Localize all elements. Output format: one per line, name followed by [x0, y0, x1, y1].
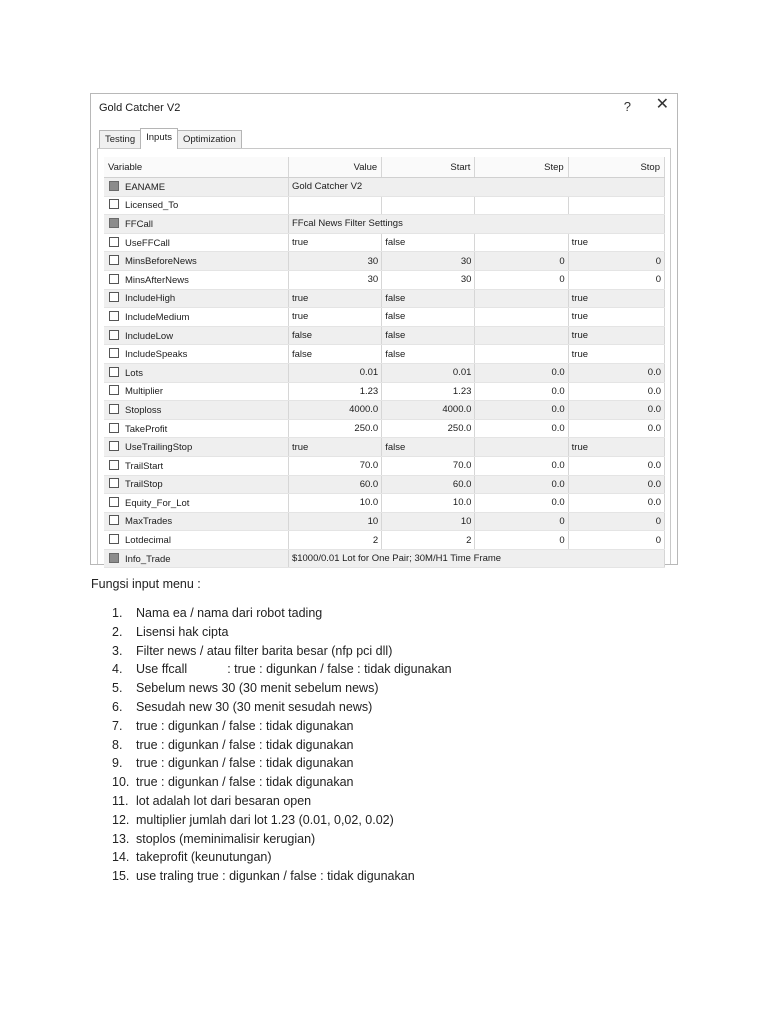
value-cell[interactable]: true — [288, 233, 381, 252]
start-cell[interactable]: 0.01 — [382, 363, 475, 382]
list-item-number: 9. — [112, 756, 123, 771]
table-row[interactable] — [104, 438, 665, 457]
list-item-number: 8. — [112, 737, 123, 752]
table-row[interactable] — [104, 196, 665, 215]
start-cell[interactable]: 1.23 — [382, 382, 475, 401]
start-cell[interactable]: 4000.0 — [382, 401, 475, 420]
table-row[interactable] — [104, 549, 665, 568]
list-item-text: Filter news / atau filter barita besar (nfp pci dll) — [136, 643, 393, 658]
step-cell[interactable]: 0.0 — [475, 475, 568, 494]
step-cell[interactable]: 0.0 — [475, 494, 568, 513]
list-item-number: 10. — [112, 775, 130, 790]
step-cell[interactable]: 0 — [475, 531, 568, 550]
step-cell[interactable]: 0 — [475, 270, 568, 289]
optimize-checkbox[interactable] — [109, 199, 119, 209]
variable-label: Lots — [125, 367, 143, 379]
list-item-text: Sebelum news 30 (30 menit sebelum news) — [136, 681, 379, 696]
variable-label: Info_Trade — [125, 553, 171, 565]
tab-bar — [99, 130, 241, 148]
value-cell[interactable]: 30 — [288, 270, 381, 289]
list-item — [112, 811, 452, 830]
list-item — [112, 773, 452, 792]
table-row[interactable] — [104, 270, 665, 289]
variable-cell — [104, 196, 288, 215]
optimize-checkbox[interactable] — [109, 497, 119, 507]
start-cell[interactable]: 70.0 — [382, 456, 475, 475]
step-cell[interactable]: 0.0 — [475, 401, 568, 420]
variable-cell — [104, 456, 288, 475]
variable-label: TrailStart — [125, 460, 164, 472]
step-cell[interactable]: 0.0 — [475, 456, 568, 475]
optimize-checkbox[interactable] — [109, 311, 119, 321]
list-item — [112, 623, 452, 642]
start-cell[interactable]: 250.0 — [382, 419, 475, 438]
stop-cell[interactable]: 0.0 — [568, 494, 664, 513]
gold-catcher-dialog — [90, 93, 678, 565]
stop-cell[interactable]: true — [568, 326, 664, 345]
variable-cell — [104, 308, 288, 327]
optimize-checkbox[interactable] — [109, 441, 119, 451]
variable-label: MinsBeforeNews — [125, 256, 197, 268]
variable-cell — [104, 289, 288, 308]
optimize-checkbox[interactable] — [109, 385, 119, 395]
value-cell[interactable]: $1000/0.01 Lot for One Pair; 30M/H1 Time Frame — [288, 549, 664, 568]
value-cell[interactable]: 1.23 — [288, 382, 381, 401]
header-start[interactable]: Start — [382, 157, 475, 178]
value-cell[interactable]: true — [288, 308, 381, 327]
list-item-text: true : digunkan / false : tidak digunakan — [136, 756, 354, 771]
optimize-checkbox[interactable] — [109, 553, 119, 563]
value-cell[interactable]: 70.0 — [288, 456, 381, 475]
value-cell[interactable]: 10.0 — [288, 494, 381, 513]
list-item-number: 3. — [112, 643, 123, 658]
explanation-list — [112, 604, 452, 886]
list-item-text: true : digunkan / false : tidak digunakan — [136, 718, 354, 733]
table-row[interactable] — [104, 419, 665, 438]
optimize-checkbox[interactable] — [109, 255, 119, 265]
list-item-number: 1. — [112, 606, 123, 620]
optimize-checkbox[interactable] — [109, 423, 119, 433]
variable-label: UseFFCall — [125, 237, 170, 249]
variable-cell — [104, 512, 288, 531]
tab-optimization[interactable]: Optimization — [177, 130, 242, 149]
stop-cell[interactable]: 0.0 — [568, 382, 664, 401]
variable-label: TrailStop — [125, 479, 163, 491]
list-item-text: use traling true : digunkan / false : tidak digunakan — [136, 869, 415, 884]
header-variable[interactable]: Variable — [104, 157, 288, 178]
table-row[interactable] — [104, 456, 665, 475]
list-item — [112, 867, 452, 886]
help-button[interactable]: ? — [623, 99, 631, 114]
start-cell[interactable]: false — [382, 326, 475, 345]
list-item-text: Lisensi hak cipta — [136, 624, 229, 639]
variable-cell — [104, 252, 288, 271]
step-cell[interactable]: 0.0 — [475, 363, 568, 382]
value-cell[interactable]: 10 — [288, 512, 381, 531]
stop-cell[interactable]: true — [568, 289, 664, 308]
tab-inputs[interactable]: Inputs — [140, 128, 178, 149]
stop-cell[interactable]: 0.0 — [568, 363, 664, 382]
table-row[interactable] — [104, 326, 665, 345]
variable-cell — [104, 270, 288, 289]
list-item-text: takeprofit (keunutungan) — [136, 850, 272, 865]
inputs-grid — [104, 157, 665, 568]
variable-label: MinsAfterNews — [125, 274, 189, 286]
optimize-checkbox[interactable] — [109, 330, 119, 340]
value-cell[interactable]: true — [288, 289, 381, 308]
value-cell[interactable] — [288, 196, 381, 215]
optimize-checkbox[interactable] — [109, 478, 119, 488]
variable-cell — [104, 531, 288, 550]
table-row[interactable] — [104, 475, 665, 494]
close-button[interactable]: ✕ — [655, 96, 669, 113]
table-row[interactable] — [104, 289, 665, 308]
header-stop[interactable]: Stop — [568, 157, 664, 178]
variable-label: Equity_For_Lot — [125, 497, 190, 509]
optimize-checkbox[interactable] — [109, 460, 119, 470]
list-item — [112, 717, 452, 736]
value-cell[interactable]: 2 — [288, 531, 381, 550]
variable-label: UseTrailingStop — [125, 442, 193, 454]
table-row[interactable] — [104, 494, 665, 513]
value-cell[interactable]: 250.0 — [288, 419, 381, 438]
list-item-text: multiplier jumlah dari lot 1.23 (0.01, 0,02, 0.02) — [136, 812, 394, 827]
value-cell[interactable]: 60.0 — [288, 475, 381, 494]
stop-cell[interactable]: true — [568, 438, 664, 457]
list-item-number: 12. — [112, 812, 130, 827]
optimize-checkbox[interactable] — [109, 274, 119, 284]
table-row[interactable] — [104, 401, 665, 420]
list-item-text: Nama ea / nama dari robot tading — [136, 606, 323, 620]
list-item-text-detail: : true : digunkan / false : tidak digunakan — [227, 662, 452, 677]
list-item-text: true : digunkan / false : tidak digunakan — [136, 737, 354, 752]
stop-cell[interactable] — [568, 196, 664, 215]
list-item — [112, 830, 452, 849]
value-cell[interactable]: FFcal News Filter Settings — [288, 215, 664, 234]
list-item-number: 14. — [112, 850, 130, 865]
step-cell[interactable] — [475, 308, 568, 327]
step-cell[interactable] — [475, 233, 568, 252]
variable-label: EANAME — [125, 181, 166, 193]
table-row[interactable] — [104, 512, 665, 531]
start-cell[interactable]: false — [382, 438, 475, 457]
stop-cell[interactable]: 0.0 — [568, 401, 664, 420]
variable-cell — [104, 178, 288, 197]
optimize-checkbox[interactable] — [109, 181, 119, 191]
start-cell[interactable]: false — [382, 233, 475, 252]
variable-cell — [104, 215, 288, 234]
list-item — [112, 642, 452, 661]
stop-cell[interactable]: true — [568, 308, 664, 327]
variable-label: Stoploss — [125, 404, 162, 416]
optimize-checkbox[interactable] — [109, 534, 119, 544]
variable-label: FFCall — [125, 218, 153, 230]
start-cell[interactable] — [382, 196, 475, 215]
start-cell[interactable]: 10 — [382, 512, 475, 531]
optimize-checkbox[interactable] — [109, 367, 119, 377]
optimize-checkbox[interactable] — [109, 404, 119, 414]
start-cell[interactable]: 30 — [382, 252, 475, 271]
list-item-text: stoplos (meminimalisir kerugian) — [136, 831, 316, 846]
value-cell[interactable]: Gold Catcher V2 — [288, 178, 664, 197]
list-item — [112, 679, 452, 698]
variable-label: Lotdecimal — [125, 535, 171, 547]
grid-header-row — [104, 157, 665, 178]
list-item — [112, 848, 452, 867]
header-step[interactable]: Step — [475, 157, 568, 178]
list-item-number: 13. — [112, 831, 130, 846]
variable-cell — [104, 401, 288, 420]
variable-label: TakeProfit — [125, 423, 168, 435]
optimize-checkbox[interactable] — [109, 515, 119, 525]
variable-cell — [104, 438, 288, 457]
variable-label: MaxTrades — [125, 516, 173, 528]
header-value[interactable]: Value — [288, 157, 381, 178]
start-cell[interactable]: 60.0 — [382, 475, 475, 494]
list-item — [112, 604, 452, 623]
list-item — [112, 698, 452, 717]
table-row[interactable] — [104, 382, 665, 401]
tab-testing[interactable]: Testing — [99, 130, 141, 149]
list-item-text: Use ffcall — [136, 662, 188, 677]
stop-cell[interactable]: true — [568, 345, 664, 364]
variable-cell — [104, 345, 288, 364]
step-cell[interactable]: 0.0 — [475, 419, 568, 438]
value-cell[interactable]: false — [288, 326, 381, 345]
variable-label: IncludeMedium — [125, 311, 190, 323]
optimize-checkbox[interactable] — [109, 292, 119, 302]
optimize-checkbox[interactable] — [109, 348, 119, 358]
list-item-number: 5. — [112, 681, 123, 696]
variable-cell — [104, 233, 288, 252]
value-cell[interactable]: 30 — [288, 252, 381, 271]
value-cell[interactable]: false — [288, 345, 381, 364]
list-item-text: Sesudah new 30 (30 menit sesudah news) — [136, 699, 373, 714]
step-cell[interactable] — [475, 289, 568, 308]
table-row[interactable] — [104, 345, 665, 364]
variable-label: IncludeSpeaks — [125, 349, 188, 361]
variable-label: Licensed_To — [125, 200, 179, 212]
start-cell[interactable]: false — [382, 345, 475, 364]
stop-cell[interactable]: 0 — [568, 270, 664, 289]
document-heading: Fungsi input menu : — [91, 577, 201, 591]
step-cell[interactable] — [475, 438, 568, 457]
optimize-checkbox[interactable] — [109, 237, 119, 247]
table-row[interactable] — [104, 531, 665, 550]
stop-cell[interactable]: true — [568, 233, 664, 252]
step-cell[interactable]: 0.0 — [475, 382, 568, 401]
stop-cell[interactable]: 0 — [568, 512, 664, 531]
list-item-number: 4. — [112, 662, 123, 677]
list-item-number: 15. — [112, 869, 130, 884]
variable-cell — [104, 419, 288, 438]
step-cell[interactable]: 0 — [475, 512, 568, 531]
stop-cell[interactable]: 0 — [568, 531, 664, 550]
optimize-checkbox[interactable] — [109, 218, 119, 228]
variable-label: Multiplier — [125, 386, 164, 398]
stop-cell[interactable]: 0.0 — [568, 419, 664, 438]
dialog-titlebar — [91, 94, 677, 122]
value-cell[interactable]: true — [288, 438, 381, 457]
table-row[interactable] — [104, 363, 665, 382]
step-cell[interactable] — [475, 196, 568, 215]
step-cell[interactable] — [475, 326, 568, 345]
table-row[interactable] — [104, 308, 665, 327]
list-item-number: 7. — [112, 718, 123, 733]
table-row[interactable] — [104, 178, 665, 197]
list-item-text: true : digunkan / false : tidak digunakan — [136, 775, 354, 790]
start-cell[interactable]: 2 — [382, 531, 475, 550]
start-cell[interactable]: 30 — [382, 270, 475, 289]
variable-cell — [104, 326, 288, 345]
list-item — [112, 792, 452, 811]
list-item-text: lot adalah lot dari besaran open — [136, 793, 312, 808]
value-cell[interactable]: 4000.0 — [288, 401, 381, 420]
table-row[interactable] — [104, 233, 665, 252]
list-item-number: 11. — [112, 793, 129, 808]
variable-cell — [104, 382, 288, 401]
dialog-title: Gold Catcher V2 — [99, 102, 181, 114]
list-item-number: 6. — [112, 699, 123, 714]
variable-cell — [104, 549, 288, 568]
list-item — [112, 736, 452, 755]
start-cell[interactable]: false — [382, 289, 475, 308]
grid-body — [104, 178, 665, 568]
variable-cell — [104, 363, 288, 382]
stop-cell[interactable]: 0.0 — [568, 456, 664, 475]
table-row[interactable] — [104, 215, 665, 234]
table-row[interactable] — [104, 252, 665, 271]
start-cell[interactable]: false — [382, 308, 475, 327]
list-item-number: 2. — [112, 624, 123, 639]
list-item — [112, 754, 452, 773]
stop-cell[interactable]: 0.0 — [568, 475, 664, 494]
variable-cell — [104, 475, 288, 494]
step-cell[interactable]: 0 — [475, 252, 568, 271]
variable-cell — [104, 494, 288, 513]
start-cell[interactable]: 10.0 — [382, 494, 475, 513]
variable-label: IncludeHigh — [125, 293, 176, 305]
variable-label: IncludeLow — [125, 330, 174, 342]
step-cell[interactable] — [475, 345, 568, 364]
list-item — [112, 660, 452, 679]
value-cell[interactable]: 0.01 — [288, 363, 381, 382]
stop-cell[interactable]: 0 — [568, 252, 664, 271]
